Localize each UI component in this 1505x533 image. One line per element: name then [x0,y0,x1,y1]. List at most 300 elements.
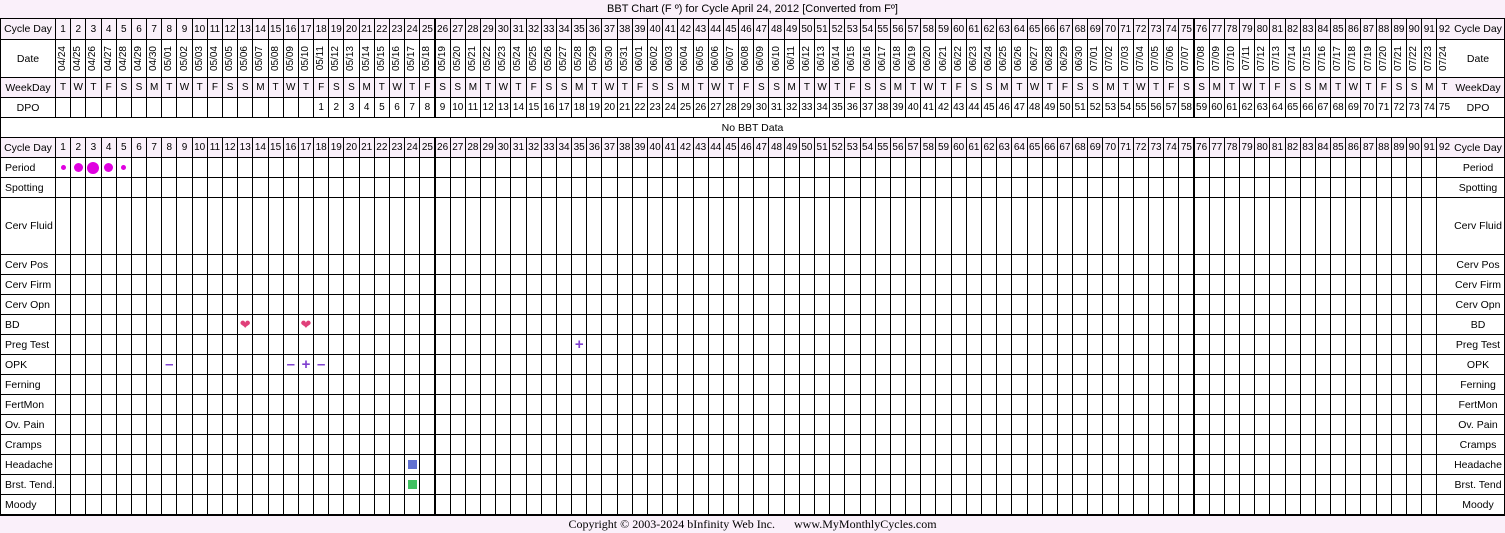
day-cell [481,375,495,394]
day-cell [208,158,222,177]
day-cell [861,40,875,77]
day-cell [921,275,935,294]
day-cell [1149,355,1163,374]
day-cell [709,455,723,474]
day-cell [71,415,85,434]
day-cell [1316,455,1330,474]
cell-value: W [286,82,296,93]
day-cell [1149,415,1163,434]
row-label-left: Cerv Fluid [1,198,55,254]
cell-value: 07/13 [1271,45,1283,72]
day-cell [1119,295,1133,314]
day-cell [754,19,768,39]
day-cell [785,495,799,514]
day-cell [861,19,875,39]
day-cell [375,395,389,414]
day-cell [1073,375,1087,394]
day-cell [496,395,510,414]
day-cell [754,495,768,514]
day-cell [132,455,146,474]
day-cell [86,138,100,157]
day-cell [1012,198,1026,254]
day-cell [496,415,510,434]
day-cell [1103,19,1117,39]
day-cell [678,138,692,157]
cell-value: T [1365,82,1372,93]
day-cell [891,98,905,117]
cell-value: 50 [801,142,813,153]
day-cell [299,178,313,197]
day-cell [511,178,525,197]
day-cell [709,198,723,254]
day-cell [830,375,844,394]
day-cell [769,415,783,434]
day-cell [375,255,389,274]
day-cell [861,355,875,374]
day-cell [1164,375,1178,394]
site-link[interactable]: www.MyMonthlyCycles.com [794,517,937,531]
day-cell [921,198,935,254]
day-cell [1377,138,1391,157]
day-cell [694,19,708,39]
day-cell [496,198,510,254]
day-cell [511,395,525,414]
day-cell [511,355,525,374]
day-cell [769,315,783,334]
cell-value: M [1318,82,1328,93]
day-cell [253,355,267,374]
day-cell [451,435,465,454]
day-cell [56,455,70,474]
day-cell [1149,198,1163,254]
day-cell [56,40,70,77]
day-cell [1012,395,1026,414]
day-cell [1361,395,1375,414]
day-cell [1346,415,1360,434]
day-cell [618,315,632,334]
day-cell [329,355,343,374]
day-cell [56,78,70,97]
day-cell [420,198,434,254]
row-label-right: OPK [1452,355,1504,374]
day-cell [876,335,890,354]
day-cell [390,375,404,394]
day-cell [1225,355,1239,374]
day-cell [891,40,905,77]
day-cell [891,295,905,314]
day-cell [223,78,237,97]
day-cell [223,255,237,274]
day-cell [436,435,450,454]
cell-value: M [681,82,690,93]
day-cell [1286,475,1300,494]
day-cell [1058,178,1072,197]
day-cell [800,138,814,157]
day-cell [1088,395,1102,414]
row-label-left: Cycle Day [1,138,55,157]
day-cell [602,78,616,97]
row-label-left: Period [1,158,55,177]
day-cell [466,275,480,294]
day-cell [253,395,267,414]
cell-value: 73 [1150,142,1162,153]
heart-icon: ❤ [239,317,251,332]
day-cell [451,455,465,474]
day-cell [739,415,753,434]
day-cell [618,98,632,117]
cell-value: M [787,82,796,93]
day-cell [481,455,495,474]
day-cell [1043,435,1057,454]
day-cell [1134,178,1148,197]
day-cell [284,275,298,294]
cell-value: T [515,82,522,93]
day-cell [117,98,131,117]
day-cell [451,255,465,274]
day-cell [269,395,283,414]
cell-value: 55 [1135,102,1147,113]
day-cell [542,295,556,314]
day-cell [1422,475,1436,494]
day-cell [344,19,358,39]
day-cell [390,395,404,414]
day-cell [1012,375,1026,394]
day-cell [769,375,783,394]
day-cell [436,475,450,494]
day-cell [754,335,768,354]
day-cell [952,255,966,274]
day-cell [952,295,966,314]
day-cell [360,78,374,97]
day-cell [785,295,799,314]
day-cell [1119,178,1133,197]
day-cell [1058,495,1072,514]
day-cell [269,415,283,434]
cell-value: 89 [1393,23,1405,35]
day-cell [1392,275,1406,294]
day-cell [299,78,313,97]
day-cell [1149,475,1163,494]
cell-value: 84 [1317,23,1329,35]
day-cell [952,78,966,97]
day-cell [769,158,783,177]
day-cell [1149,495,1163,514]
day-cell [936,255,950,274]
day-cell [147,138,161,157]
day-cell [1225,335,1239,354]
cell-value: 62 [983,23,995,35]
day-cell [1225,98,1239,117]
cell-value: 55 [877,142,889,153]
day-cell [587,40,601,77]
cell-value: 42 [937,102,950,113]
day-cell [299,198,313,254]
day-cell [1149,335,1163,354]
day-cell [633,40,647,77]
day-cell [815,435,829,454]
day-cell [739,395,753,414]
day-cell [830,435,844,454]
day-cell [815,475,829,494]
day-cell [511,295,525,314]
day-cell [1392,255,1406,274]
day-cell [1270,255,1284,274]
day-cell [390,19,404,39]
day-cell [451,158,465,177]
day-cell [648,335,662,354]
day-cell [542,138,556,157]
cell-value: 91 [1423,23,1435,35]
day-cell [451,475,465,494]
day-cell [891,138,905,157]
day-cell [360,158,374,177]
day-cell [1088,198,1102,254]
day-cell [1422,98,1436,117]
cell-value: 58 [922,142,934,153]
day-cell [754,395,768,414]
cell-value: 65 [1287,102,1299,113]
day-cell [1331,78,1345,97]
day-cell [1255,395,1269,414]
day-cell [1437,19,1451,39]
day-cell [1240,395,1254,414]
day-cell [405,395,419,414]
day-cell [193,19,207,39]
cell-value: 85 [1332,142,1344,153]
cell-value: 06/01 [633,45,645,72]
day-cell [830,495,844,514]
day-cell [1301,98,1315,117]
day-cell [785,255,799,274]
day-cell [511,375,525,394]
cell-value: 33 [543,23,555,35]
day-cell [648,475,662,494]
day-cell [1134,198,1148,254]
day-cell [527,19,541,39]
cell-value: S [226,82,234,93]
day-cell [1316,335,1330,354]
day-cell [1195,158,1209,177]
row-label-left: Cycle Day [1,19,55,39]
cell-value: 47 [755,23,767,35]
day-cell [1210,495,1224,514]
day-cell [481,355,495,374]
day-cell [785,475,799,494]
day-cell [769,355,783,374]
day-cell [1012,295,1026,314]
day-cell [269,315,283,334]
day-cell [618,415,632,434]
day-cell [663,475,677,494]
day-cell [815,395,829,414]
cell-value: 05/22 [482,45,494,72]
day-cell [739,138,753,157]
day-cell [936,415,950,434]
day-cell [436,158,450,177]
cell-value: 07/24 [1438,45,1450,72]
day-cell [694,415,708,434]
day-cell [1225,415,1239,434]
day-cell [739,158,753,177]
cell-value: 1 [318,102,324,113]
day-cell [360,395,374,414]
day-cell [162,315,176,334]
cell-value: F [1380,82,1387,93]
day-cell [1043,178,1057,197]
day-cell [177,475,191,494]
day-cell [238,198,252,254]
day-cell [329,475,343,494]
day-cell [177,435,191,454]
day-cell [1164,255,1178,274]
day-cell [648,158,662,177]
cell-value: 57 [907,142,919,153]
day-cell [572,395,586,414]
day-cell [845,138,859,157]
day-cell [618,255,632,274]
day-cell [1301,475,1315,494]
day-cell [162,19,176,39]
day-cell [193,355,207,374]
day-cell [861,178,875,197]
day-cell [102,495,116,514]
cell-value: 27 [452,23,464,35]
day-cell [314,315,328,334]
cell-value: 49 [786,23,798,35]
day-cell [1301,495,1315,514]
day-cell [71,198,85,254]
day-cell [1361,19,1375,39]
cell-value: 66 [1302,102,1314,113]
day-cell [466,98,480,117]
day-cell [815,275,829,294]
cell-value: 19 [330,23,342,35]
day-cell [344,198,358,254]
day-cell [997,40,1011,77]
day-cell [1210,19,1224,39]
day-cell [709,78,723,97]
day-cell [1149,275,1163,294]
day-cell [299,158,313,177]
day-cell [754,315,768,334]
cell-value: S [651,82,659,93]
day-cell [754,435,768,454]
day-cell [162,198,176,254]
cell-value: 82 [1287,23,1299,35]
cell-value: S [879,82,887,93]
day-cell [177,415,191,434]
day-cell [1073,98,1087,117]
day-cell [238,158,252,177]
day-cell [162,295,176,314]
day-cell [845,19,859,39]
day-cell [997,495,1011,514]
day-cell [876,415,890,434]
day-cell [1225,495,1239,514]
day-cell [633,78,647,97]
day-cell [1119,158,1133,177]
day-cell [1164,78,1178,97]
day-cell [769,98,783,117]
day-cell [1134,335,1148,354]
day-cell [162,178,176,197]
day-cell [557,455,571,474]
day-cell [876,40,890,77]
cell-value: 06/21 [937,45,949,72]
day-cell [1225,78,1239,97]
day-cell [602,255,616,274]
day-cell [269,78,283,97]
day-cell [1043,375,1057,394]
day-cell [71,395,85,414]
cell-value: 72 [1393,102,1405,113]
cell-value: 78 [1226,23,1238,35]
day-cell [1225,138,1239,157]
cell-value: 69 [1089,23,1101,35]
day-cell [1270,475,1284,494]
day-cell [177,198,191,254]
day-cell [405,315,419,334]
day-cell [71,315,85,334]
day-cell [1103,435,1117,454]
day-cell [420,415,434,434]
day-cell [436,415,450,434]
day-cell [1225,275,1239,294]
day-cell [724,198,738,254]
day-cell [906,435,920,454]
day-cell [314,178,328,197]
cell-value: 53 [846,23,858,35]
day-cell [830,335,844,354]
chart-title: BBT Chart (F º) for Cycle April 24, 2012 [Converted from Fº] [607,3,898,15]
day-cell [511,158,525,177]
day-cell [405,19,419,39]
opk-mark: – [165,356,174,373]
cell-value: S [120,82,128,93]
cell-value: 29 [740,102,752,113]
day-cell [1240,295,1254,314]
day-cell [436,138,450,157]
day-cell [830,78,844,97]
day-cell [1103,158,1117,177]
day-cell [299,495,313,514]
day-cell [86,178,100,197]
day-cell [71,435,85,454]
cell-value: 7 [151,142,157,153]
day-cell [1073,158,1087,177]
day-cell [891,178,905,197]
copyright-text: Copyright © 2003-2024 bInfinity Web Inc. [568,517,776,531]
day-cell [936,198,950,254]
day-cell [997,475,1011,494]
day-cell [785,335,799,354]
day-cell [800,455,814,474]
day-cell [663,395,677,414]
day-cell [815,138,829,157]
day-cell [177,495,191,514]
day-cell [1437,415,1451,434]
day-cell [587,178,601,197]
day-cell [147,395,161,414]
day-cell [299,395,313,414]
cell-value: 90 [1408,23,1420,35]
day-cell [86,495,100,514]
day-cell [1195,40,1209,77]
cell-value: T [621,82,628,93]
day-cell [997,138,1011,157]
cell-value: 07/02 [1104,45,1116,72]
cell-value: 52 [831,23,843,35]
